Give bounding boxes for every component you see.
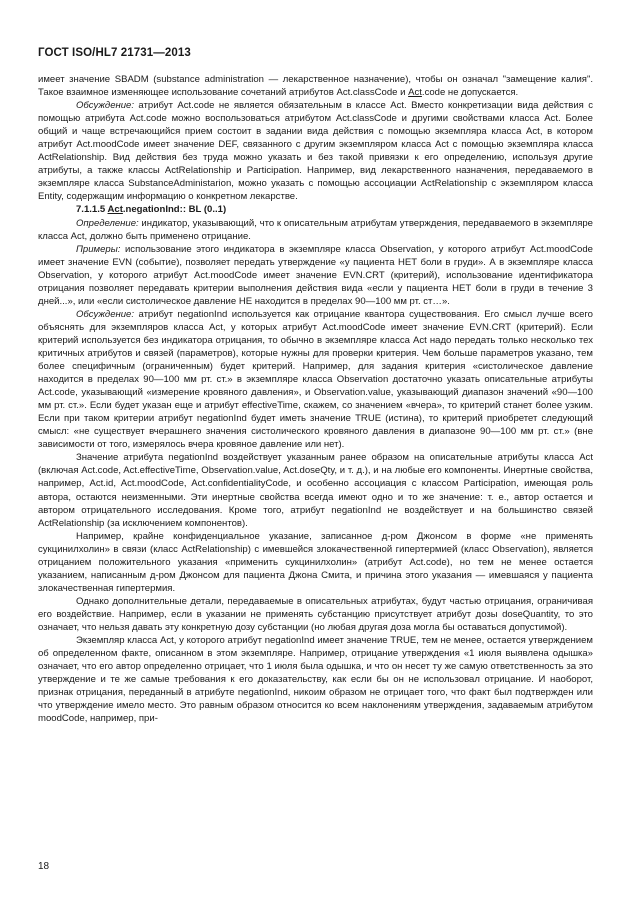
paragraph-continuation <box>38 73 593 99</box>
section-number: 7.1.1.5 <box>76 204 108 216</box>
section-heading <box>38 203 593 216</box>
paragraph-discussion-negation <box>38 308 593 452</box>
paragraph-text: атрибут Act.code не является обязательным в классе Act. Вместо конкретизации вида действия с помощью атрибута Act.code можно воспользоваться атрибутом Act.classCode и другими свойствами класса Act. Более общий и чаще встречающийся прием состоит в задании вида действия с помощью экземпляра класса Act, в котором атрибут Act.moodCode имеет значение DEF, связанного с другим экземпляром класса Act с помощью экземпляра класса ActRelationship. Вид действия без труда можно указать и без такой привязки к его определению, используя другие атрибуты, а также классы ActRelationship и Participation. Например, вид лекарственного назначения, передаваемого в экземпляре класса SubstanceAdministarion, можно указать с помощью ассоциации ActRelationship с экземпляром класса Entity, содержащим информацию о конкретном лекарстве. <box>38 100 593 203</box>
term-examples: Примеры: <box>76 243 121 255</box>
term-discussion: Обсуждение: <box>76 308 135 320</box>
term-discussion: Обсуждение: <box>76 100 135 112</box>
paragraph-examples <box>38 243 593 308</box>
page-number: 18 <box>38 861 50 872</box>
paragraph-discussion-code <box>38 99 593 203</box>
paragraph-text: использование этого индикатора в экземпляре класса Observation, у которого атрибут Act.moodCode имеет значение EVN (событие), позволяет передать утверждение «у пациента НЕТ боли в груди». А в экземпляре класса Observation, у которого атрибут Act.moodCode имеет значение EVN.CRT (критерий), использование идентификатора отрицания позволяет передавать критерии выполнения действия вида «если у пациента НЕТ боли в груди в течение 3 дней...», или «если систолическое давление НЕ находится в пределах 90—100 мм рт. ст…». <box>38 243 593 307</box>
document-body <box>38 73 593 725</box>
section-title-rest: .negationInd:: BL (0..1) <box>122 204 227 216</box>
paragraph-assertion: Экземпляр класса Act, у которого атрибут negationInd имеет значение TRUE, тем не менее, остается утверждением об определенном факте, описанном в этом экземпляре. Например, отрицание утверждения «1 июля выявлена одышка» означает, что его автор определенно отрицает, что 1 июля была одышка, и что он несет ту же самую ответственность за это утверждение и те же самые требования к его доказательству, как если бы он не использовал отрицание. И наоборот, признак отрицания, переданный в атрибуте negationInd, никоим образом не отрицает того, что факт был подтвержден или что утверждение имело место. Это равным образом относится ко всем наклонениям утверждения, задаваемым атрибутом moodCode, например, при- <box>38 635 593 725</box>
paragraph-text: атрибут negationInd используется как отрицание квантора существования. Его смысл лучше всего объяснять для экземпляров класса Act, у которых атрибут Act.moodCode имеет значение EVN.CRT (критерий). Если критерий используется без индикатора отрицания, то обычно в экземпляре класса Act надо передать только несколько тех критичных атрибутов и связей (параметров), которые нужны для проверки критерия. Чем больше параметров указано, тем более специфичным (ограниченным) будет критерий. Например, для задания критерия «систолическое давление находится в пределах 90—100 мм рт. ст.» в экземпляре класса Observation достаточно указать описательные атрибуты Act.code, указывающий «измерение кровяного давления», и Observation.value, указывающий диапазон значений «90—100 мм рт. ст.». Если будет указан еще и атрибут effectiveTime, скажем, со значением «вчера», то критерий станет более узким. Если при таком критерии атрибут negationInd будет иметь значение TRUE (истина), то критерий приобретет следующий смысл: «не существует вчерашнего значения систолического кровяного давления в диапазоне 90—100 мм рт. ст.» (вне зависимости от того, измерялось вчера кровяное давление или нет). <box>38 308 593 451</box>
paragraph-text: имеет значение SBADM (substance administration — лекарственное назначение), чтобы он означал "замещение калия". Такое взаимное изменяющее использование сочетаний атрибутов Act.classCode и <box>38 74 593 99</box>
paragraph-text: индикатор, указывающий, что к описательным атрибутам утверждения, передаваемого в экземпляре класса Act, должно быть применено отрицание. <box>38 217 593 242</box>
document-header: ГОСТ ISO/HL7 21731—2013 <box>38 47 191 59</box>
paragraph-example-succinylcholine: Например, крайне конфиденциальное указание, записанное д-ром Джонсом в форме «не применять сукцинилхолин» в связи (класс ActRelationship) с имевшейся злокачественной гипертермией (класс Observation), является отрицанием положительного указания «применить сукцинилхолин» (атрибут Act.code), но тем не менее остается указанием, написанным д-ром Джонсом для пациента Джона Смита, и причина этого указания — имевшаяся у пациента злокачественная гипертермия. <box>38 530 593 594</box>
paragraph-additional-details: Однако дополнительные детали, передаваемые в описательных атрибутах, будут частью отрицания, ограничивая его воздействие. Например, если в указании не применять субстанцию присутствует атрибут дозы doseQuantity, то это означает, что нельзя давать эту конкретную дозу субстанции (но любая другая доза могла бы оставаться допустимой). <box>38 595 593 633</box>
act-underlined: Act <box>408 87 422 99</box>
paragraph-negation-effects: Значение атрибута negationInd воздействует указанным ранее образом на описательные атрибуты класса Act (включая Act.code, Act.effectiveTime, Observation.value, Act.doseQty, и т. д.), и на любые его компоненты. Инертные свойства, например, Act.id, Act.moodCode, Act.confidentialityCode, и особенно ассоциация с классом Participation, имеющая роль автора, остаются неизменными. Эти инертные свойства всегда имеют одно и то же значение: т. е., автор остается и автором отрицательного исследования. Кроме того, атрибут negationInd не воздействует и на большинство связей ActRelationship (за исключением компонентов). <box>38 452 593 529</box>
paragraph-definition <box>38 217 593 243</box>
paragraph-text-tail: .code не допускается. <box>421 87 519 99</box>
term-definition: Определение: <box>76 217 139 229</box>
section-act-underlined: Act <box>107 204 123 216</box>
